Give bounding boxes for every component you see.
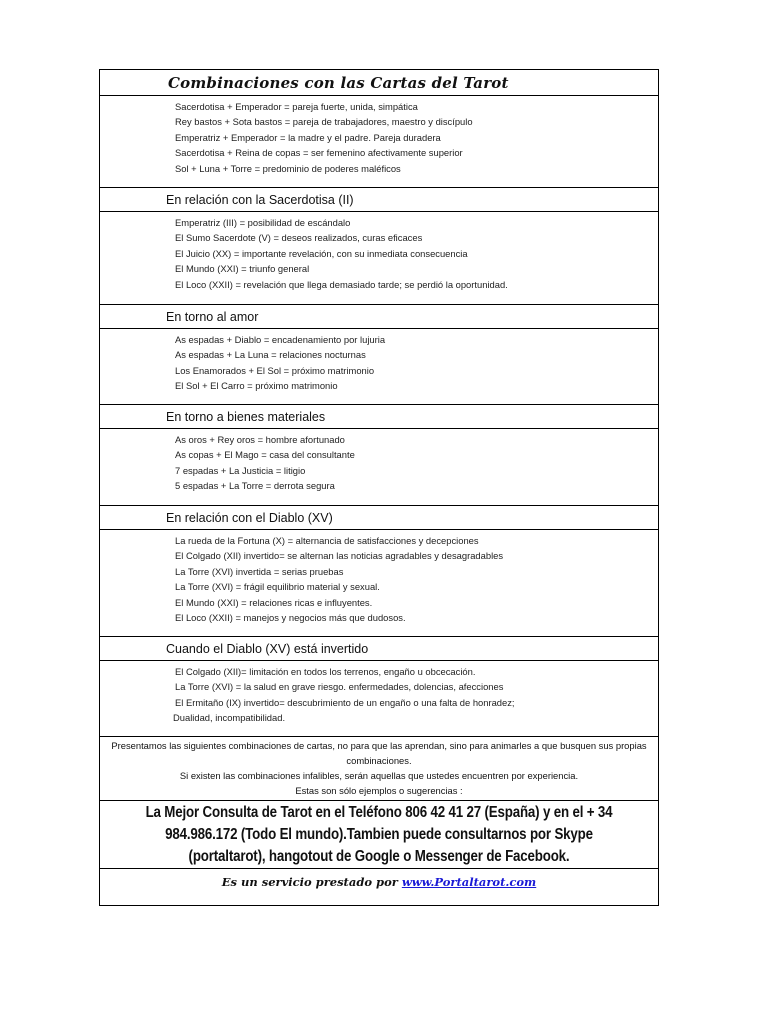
note-line: Si existen las combinaciones infalibles, serán aquellas que ustedes encuentren por experiencia.	[179, 770, 579, 781]
list-item: La Torre (XVI) invertida = serias pruebas	[175, 565, 344, 577]
list-item: El Loco (XXII) = manejos y negocios más que dudosos.	[175, 612, 406, 624]
document-title: Combinaciones con las Cartas del Tarot	[100, 70, 658, 96]
section-amor	[100, 329, 658, 405]
list-item: La Torre (XVI) = la salud en grave riesgo. enfermedades, dolencias, afecciones	[175, 681, 504, 693]
list-item: El Mundo (XXI) = relaciones ricas e influyentes.	[175, 596, 373, 608]
list-item: Sacerdotisa + Reina de copas = ser femenino afectivamente superior	[175, 147, 463, 159]
note-line: Presentamos las siguientes combinaciones de cartas, no para que las aprendan, sino para animarles a que busquen sus propias combinaciones.	[111, 740, 647, 766]
section-heading-diablo-invertido: Cuando el Diablo (XV) está invertido	[100, 637, 658, 661]
section-diablo-invertido	[100, 661, 658, 737]
list-item: Rey bastos + Sota bastos = pareja de trabajadores, maestro y discípulo	[175, 116, 473, 128]
list-item: Sol + Luna + Torre = predominio de poderes maléficos	[175, 162, 401, 174]
section-bienes	[100, 429, 658, 506]
section-heading-bienes: En torno a bienes materiales	[100, 405, 658, 429]
promo-box	[100, 801, 658, 869]
list-item: As espadas + La Luna = relaciones nocturnas	[175, 349, 366, 361]
list-item: El Ermitaño (IX) invertido= descubrimiento de un engaño o una falta de honradez;	[175, 696, 515, 708]
list-item: Emperatriz (III) = posibilidad de escándalo	[175, 217, 351, 228]
list-item: 5 espadas + La Torre = derrota segura	[175, 480, 335, 492]
section-diablo	[100, 530, 658, 637]
list-item: Los Enamorados + El Sol = próximo matrimonio	[175, 364, 375, 376]
list-item: El Colgado (XII)= limitación en todos los terrenos, engaño u obcecación.	[175, 666, 476, 677]
list-item: El Sumo Sacerdote (V) = deseos realizados, curas eficaces	[175, 232, 423, 244]
list-item: El Sol + El Carro = próximo matrimonio	[175, 380, 338, 392]
footer	[100, 869, 658, 905]
list-item: As espadas + Diablo = encadenamiento por lujuria	[175, 334, 386, 345]
list-item: As oros + Rey oros = hombre afortunado	[175, 434, 345, 445]
section-heading-diablo: En relación con el Diablo (XV)	[100, 506, 658, 530]
note-line: Estas son sólo ejemplos o sugerencias :	[295, 785, 463, 796]
list-item: El Mundo (XXI) = triunfo general	[175, 263, 310, 275]
section-general	[100, 96, 658, 188]
promo-text: La Mejor Consulta de Tarot en el Teléfono 806 42 41 27 (España) y en el + 34 984.986.172 (Todo El mundo).Tambien puede consultarnos por Skype (portaltarot), hangotout de Google o Messenger de Facebook.	[145, 803, 613, 865]
portaltarot-link[interactable]: www.Portaltarot.com	[401, 875, 537, 889]
intro-note	[100, 737, 658, 801]
list-item: La rueda de la Fortuna (X) = alternancia de satisfacciones y decepciones	[175, 535, 479, 546]
list-item: El Colgado (XII) invertido= se alternan las noticias agradables y desagradables	[175, 550, 504, 562]
section-sacerdotisa	[100, 212, 658, 305]
list-item: El Loco (XXII) = revelación que llega demasiado tarde; se perdió la oportunidad.	[175, 278, 508, 290]
list-item: Sacerdotisa + Emperador = pareja fuerte, unida, simpática	[175, 101, 418, 112]
tarot-combinations-sheet	[99, 69, 659, 906]
list-item: El Juicio (XX) = importante revelación, con su inmediata consecuencia	[175, 247, 468, 259]
list-item: As copas + El Mago = casa del consultante	[175, 449, 355, 461]
section-heading-amor: En torno al amor	[100, 305, 658, 329]
list-item: Dualidad, incompatibilidad.	[173, 712, 286, 724]
section-heading-sacerdotisa: En relación con la Sacerdotisa (II)	[100, 188, 658, 212]
list-item: La Torre (XVI) = frágil equilibrio material y sexual.	[175, 581, 380, 593]
list-item: 7 espadas + La Justicia = litigio	[175, 464, 306, 476]
list-item: Emperatriz + Emperador = la madre y el padre. Pareja duradera	[175, 131, 441, 143]
footer-text: Es un servicio prestado por	[221, 875, 398, 889]
